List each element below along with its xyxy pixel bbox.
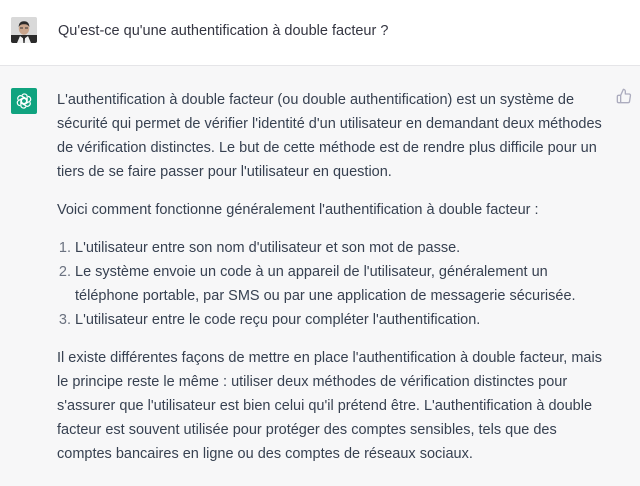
thumbs-up-icon[interactable] bbox=[616, 88, 632, 104]
user-avatar-icon bbox=[11, 17, 37, 43]
assistant-message-row bbox=[0, 66, 640, 486]
list-item: 2. Le système envoie un code à un appareil de l'utilisateur, généralement un téléphone portable, par SMS ou par une application de messagerie sécurisée. bbox=[75, 260, 609, 308]
answer-intro: L'authentification à double facteur (ou double authentification) est un système de sécurité qui permet de vérifier l'identité d'un utilisateur en demandant deux méthodes de vérification distinctes. Le but de cette méthode est de rendre plus difficile pour un tiers de se faire passer pour l'utilisateur en question. bbox=[57, 92, 602, 180]
openai-logo-icon bbox=[11, 88, 37, 114]
user-message-row bbox=[0, 0, 640, 66]
answer-conclusion: Il existe différentes façons de mettre en place l'authentification à double facteur, mais le principe reste le même : utiliser deux méthodes de vérification distinctes pour s'assurer que l'utilisateur est bien celui qu'il prétend être. L'authentification à double facteur est souvent utilisée pour protéger des comptes sensibles, tels que des comptes bancaires en ligne ou des comptes de réseaux sociaux. bbox=[57, 350, 602, 462]
answer-steps-list bbox=[57, 236, 609, 332]
user-question: Qu'est-ce qu'une authentification à double facteur ? bbox=[58, 23, 389, 39]
list-item: 1. L'utilisateur entre son nom d'utilisateur et son mot de passe. bbox=[75, 236, 609, 260]
answer-lead: Voici comment fonctionne généralement l'authentification à double facteur : bbox=[57, 202, 539, 218]
list-item: 3. L'utilisateur entre le code reçu pour compléter l'authentification. bbox=[75, 308, 609, 332]
assistant-answer bbox=[57, 88, 609, 466]
